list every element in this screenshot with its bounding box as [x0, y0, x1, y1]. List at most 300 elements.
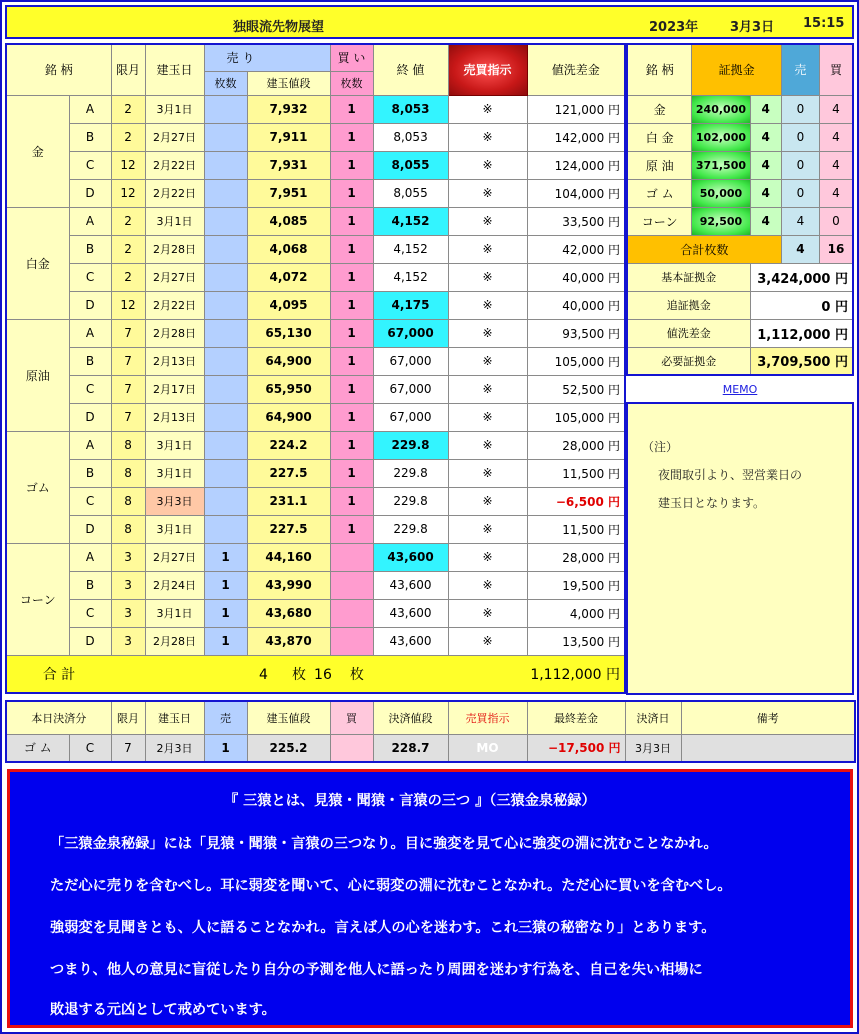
row-diff: 33,500 円 [527, 207, 625, 235]
row-sub: C [69, 375, 111, 403]
row-buy-qty: 1 [330, 123, 373, 151]
position-row [6, 543, 625, 571]
summary-label: 追証拠金 [627, 291, 750, 319]
row-date: 2月13日 [145, 347, 204, 375]
summary-label: 値洗差金 [627, 319, 750, 347]
row-date: 2月28日 [145, 235, 204, 263]
margin-count: 4 [750, 95, 781, 123]
margin-buy: 0 [819, 207, 853, 235]
position-row [6, 179, 625, 207]
row-diff: 28,000 円 [527, 543, 625, 571]
row-diff: 52,500 円 [527, 375, 625, 403]
group-name: コーン [6, 543, 69, 655]
row-mark: ※ [448, 263, 527, 291]
settle-note [681, 734, 855, 762]
quote-line-5: 敗退する元凶として戒めています。 [50, 1002, 276, 1018]
row-month: 7 [111, 375, 145, 403]
row-month: 7 [111, 347, 145, 375]
margin-amount: 50,000 [692, 179, 750, 207]
row-price: 227.5 [247, 515, 330, 543]
row-month: 12 [111, 151, 145, 179]
row-sell-qty: 1 [204, 627, 247, 655]
position-row [6, 123, 625, 151]
row-date: 3月1日 [145, 515, 204, 543]
row-diff: 28,000 円 [527, 431, 625, 459]
group-name: ゴム [6, 431, 69, 543]
margin-col-brand: 銘 柄 [627, 44, 692, 95]
row-month: 2 [111, 123, 145, 151]
row-close: 67,000 [373, 375, 448, 403]
row-month: 3 [111, 599, 145, 627]
row-buy-qty: 1 [330, 95, 373, 123]
row-date: 3月1日 [145, 207, 204, 235]
row-diff: 40,000 円 [527, 291, 625, 319]
row-buy-qty: 1 [330, 375, 373, 403]
row-month: 2 [111, 207, 145, 235]
row-price: 7,932 [247, 95, 330, 123]
row-diff: 121,000 円 [527, 95, 625, 123]
total-label: 合 計 [6, 655, 111, 693]
row-close: 229.8 [373, 459, 448, 487]
col-date: 建玉日 [145, 44, 204, 95]
row-close: 43,600 [373, 571, 448, 599]
row-sell-qty [204, 95, 247, 123]
settle-date2: 3月3日 [625, 734, 681, 762]
row-diff: 105,000 円 [527, 403, 625, 431]
row-mark: ※ [448, 627, 527, 655]
row-mark: ※ [448, 599, 527, 627]
row-close: 67,000 [373, 347, 448, 375]
settle-price: 225.2 [247, 734, 330, 762]
settle-col-note: 備考 [681, 701, 855, 734]
row-diff: 124,000 円 [527, 151, 625, 179]
margin-row [627, 207, 853, 235]
row-price: 7,911 [247, 123, 330, 151]
row-mark: ※ [448, 431, 527, 459]
total-sell-count: 4 枚 [247, 655, 330, 693]
row-price: 4,068 [247, 235, 330, 263]
row-price: 65,950 [247, 375, 330, 403]
row-sell-qty [204, 459, 247, 487]
row-buy-qty: 1 [330, 403, 373, 431]
margin-col-margin: 証拠金 [692, 44, 782, 95]
row-close: 4,175 [373, 291, 448, 319]
row-month: 8 [111, 431, 145, 459]
quote-line-2: ただ心に売りを含むべし。耳に弱変を聞いて、心に弱変の淵に沈むことなかれ。ただ心に買いを含むべし。 [50, 878, 732, 894]
row-date: 3月3日 [145, 487, 204, 515]
settle-col-sell: 売 [204, 701, 247, 734]
position-row [6, 459, 625, 487]
row-buy-qty: 1 [330, 431, 373, 459]
row-month: 3 [111, 543, 145, 571]
memo-link[interactable]: MEMO [722, 383, 758, 396]
total-amount: 1,112,000 円 [527, 655, 625, 693]
position-row [6, 403, 625, 431]
row-sub: A [69, 543, 111, 571]
margin-summary-row [627, 347, 853, 375]
col-close: 終 値 [373, 44, 448, 95]
margin-sell: 0 [781, 179, 819, 207]
total-buy-count: 16 枚 [330, 655, 448, 693]
margin-total-sell: 4 [781, 235, 819, 263]
row-buy-qty: 1 [330, 459, 373, 487]
row-sub: B [69, 571, 111, 599]
margin-amount: 92,500 [692, 207, 750, 235]
row-close: 229.8 [373, 431, 448, 459]
row-date: 2月13日 [145, 403, 204, 431]
summary-label: 必要証拠金 [627, 347, 750, 375]
row-mark: ※ [448, 571, 527, 599]
settle-final: −17,500 円 [527, 734, 625, 762]
settle-instruction: MO [448, 734, 527, 762]
margin-amount: 102,000 [692, 123, 750, 151]
row-date: 2月24日 [145, 571, 204, 599]
row-diff: 19,500 円 [527, 571, 625, 599]
row-close: 4,152 [373, 263, 448, 291]
row-sub: C [69, 151, 111, 179]
settle-col-date2: 決済日 [625, 701, 681, 734]
summary-value: 1,112,000 円 [750, 319, 853, 347]
row-price: 7,931 [247, 151, 330, 179]
position-row [6, 431, 625, 459]
row-sub: B [69, 235, 111, 263]
col-instruction[interactable]: 売買指示 [448, 44, 527, 95]
row-month: 2 [111, 263, 145, 291]
header-time: 15:15 [803, 16, 845, 31]
summary-value: 0 円 [750, 291, 853, 319]
row-buy-qty: 1 [330, 487, 373, 515]
position-row [6, 263, 625, 291]
margin-row [627, 179, 853, 207]
row-price: 4,072 [247, 263, 330, 291]
position-row [6, 235, 625, 263]
settle-brand: ゴ ム [6, 734, 69, 762]
margin-count: 4 [750, 151, 781, 179]
summary-value: 3,709,500 円 [750, 347, 853, 375]
row-diff: −6,500 円 [527, 487, 625, 515]
row-sell-qty [204, 375, 247, 403]
page-title: 独眼流先物展望 [233, 20, 325, 35]
position-row [6, 291, 625, 319]
settle-col-label: 本日決済分 [6, 701, 111, 734]
row-mark: ※ [448, 319, 527, 347]
settle-settle-price: 228.7 [373, 734, 448, 762]
row-date: 2月22日 [145, 151, 204, 179]
margin-brand: 金 [627, 95, 692, 123]
row-sub: D [69, 515, 111, 543]
margin-table [626, 43, 854, 376]
row-date: 3月1日 [145, 431, 204, 459]
margin-amount: 371,500 [692, 151, 750, 179]
row-sub: D [69, 179, 111, 207]
margin-count: 4 [750, 123, 781, 151]
row-price: 7,951 [247, 179, 330, 207]
row-diff: 105,000 円 [527, 347, 625, 375]
row-sub: D [69, 403, 111, 431]
row-sub: A [69, 319, 111, 347]
row-month: 7 [111, 403, 145, 431]
row-close: 8,055 [373, 151, 448, 179]
margin-count: 4 [750, 179, 781, 207]
row-price: 43,990 [247, 571, 330, 599]
row-sell-qty [204, 515, 247, 543]
row-month: 12 [111, 291, 145, 319]
position-row [6, 207, 625, 235]
row-mark: ※ [448, 95, 527, 123]
row-date: 3月1日 [145, 459, 204, 487]
margin-row [627, 151, 853, 179]
row-price: 43,680 [247, 599, 330, 627]
row-sell-qty [204, 151, 247, 179]
margin-buy: 4 [819, 151, 853, 179]
row-diff: 13,500 円 [527, 627, 625, 655]
row-diff: 11,500 円 [527, 459, 625, 487]
title-bar [5, 5, 854, 39]
row-sell-qty: 1 [204, 571, 247, 599]
row-sell-qty [204, 347, 247, 375]
margin-total-buy: 16 [819, 235, 853, 263]
row-date: 2月17日 [145, 375, 204, 403]
row-sub: C [69, 263, 111, 291]
row-close: 43,600 [373, 627, 448, 655]
margin-buy: 4 [819, 123, 853, 151]
col-month: 限月 [111, 44, 145, 95]
settle-col-settle-price: 決済値段 [373, 701, 448, 734]
row-sell-qty [204, 291, 247, 319]
row-price: 64,900 [247, 403, 330, 431]
row-buy-qty: 1 [330, 347, 373, 375]
row-diff: 142,000 円 [527, 123, 625, 151]
row-month: 7 [111, 319, 145, 347]
row-date: 2月27日 [145, 263, 204, 291]
row-sub: B [69, 123, 111, 151]
row-mark: ※ [448, 291, 527, 319]
row-price: 65,130 [247, 319, 330, 347]
margin-col-buy: 買 [819, 44, 853, 95]
row-sell-qty [204, 207, 247, 235]
row-buy-qty: 1 [330, 263, 373, 291]
row-sell-qty [204, 403, 247, 431]
position-row [6, 95, 625, 123]
row-buy-qty [330, 599, 373, 627]
quote-box [7, 769, 853, 1028]
margin-summary-row [627, 319, 853, 347]
row-month: 12 [111, 179, 145, 207]
memo-panel [626, 402, 854, 695]
settle-month: 7 [111, 734, 145, 762]
settlement-table [5, 700, 856, 763]
margin-count: 4 [750, 207, 781, 235]
row-diff: 104,000 円 [527, 179, 625, 207]
row-date: 3月1日 [145, 599, 204, 627]
summary-value: 3,424,000 円 [750, 263, 853, 291]
row-diff: 93,500 円 [527, 319, 625, 347]
position-row [6, 151, 625, 179]
row-sub: B [69, 347, 111, 375]
row-close: 4,152 [373, 235, 448, 263]
margin-brand: コーン [627, 207, 692, 235]
margin-brand: ゴ ム [627, 179, 692, 207]
settle-col-final: 最終差金 [527, 701, 625, 734]
row-buy-qty: 1 [330, 515, 373, 543]
margin-total-label: 合計枚数 [627, 235, 781, 263]
position-row [6, 319, 625, 347]
row-sub: A [69, 95, 111, 123]
summary-label: 基本証拠金 [627, 263, 750, 291]
row-mark: ※ [448, 487, 527, 515]
row-month: 8 [111, 515, 145, 543]
settle-col-instruction: 売買指示 [448, 701, 527, 734]
row-diff: 4,000 円 [527, 599, 625, 627]
margin-row [627, 95, 853, 123]
col-price: 建玉値段 [247, 71, 330, 95]
row-buy-qty: 1 [330, 207, 373, 235]
row-close: 8,053 [373, 95, 448, 123]
row-sell-qty: 1 [204, 599, 247, 627]
row-buy-qty [330, 543, 373, 571]
row-sell-qty [204, 487, 247, 515]
group-name: 原油 [6, 319, 69, 431]
margin-amount: 240,000 [692, 95, 750, 123]
row-buy-qty [330, 571, 373, 599]
group-name: 白金 [6, 207, 69, 319]
row-diff: 40,000 円 [527, 263, 625, 291]
row-close: 43,600 [373, 599, 448, 627]
row-buy-qty: 1 [330, 291, 373, 319]
position-row [6, 347, 625, 375]
positions-table [5, 43, 626, 694]
row-mark: ※ [448, 543, 527, 571]
margin-col-sell: 売 [781, 44, 819, 95]
position-row [6, 487, 625, 515]
row-date: 2月22日 [145, 179, 204, 207]
row-month: 8 [111, 487, 145, 515]
row-mark: ※ [448, 179, 527, 207]
group-name: 金 [6, 95, 69, 207]
margin-sell: 0 [781, 123, 819, 151]
row-close: 8,053 [373, 123, 448, 151]
row-close: 8,055 [373, 179, 448, 207]
row-price: 43,870 [247, 627, 330, 655]
settle-sell: 1 [204, 734, 247, 762]
row-price: 227.5 [247, 459, 330, 487]
row-mark: ※ [448, 375, 527, 403]
margin-buy: 4 [819, 179, 853, 207]
row-month: 2 [111, 235, 145, 263]
row-date: 2月22日 [145, 291, 204, 319]
row-date: 2月28日 [145, 319, 204, 347]
margin-row [627, 123, 853, 151]
col-buy-qty: 枚数 [330, 71, 373, 95]
row-close: 43,600 [373, 543, 448, 571]
memo-line-1: （注） [642, 440, 679, 454]
row-sub: B [69, 459, 111, 487]
row-buy-qty: 1 [330, 319, 373, 347]
header-year: 2023年 [649, 20, 699, 35]
row-diff: 11,500 円 [527, 515, 625, 543]
row-price: 231.1 [247, 487, 330, 515]
row-price: 4,095 [247, 291, 330, 319]
row-close: 229.8 [373, 515, 448, 543]
row-sell-qty [204, 319, 247, 347]
row-diff: 42,000 円 [527, 235, 625, 263]
row-close: 67,000 [373, 319, 448, 347]
row-sell-qty [204, 263, 247, 291]
row-sub: A [69, 207, 111, 235]
margin-buy: 4 [819, 95, 853, 123]
settle-col-price: 建玉値段 [247, 701, 330, 734]
row-price: 64,900 [247, 347, 330, 375]
row-close: 229.8 [373, 487, 448, 515]
header-date: 3月3日 [730, 20, 775, 35]
position-row [6, 571, 625, 599]
row-mark: ※ [448, 347, 527, 375]
row-date: 3月1日 [145, 95, 204, 123]
row-month: 3 [111, 571, 145, 599]
quote-line-3: 強弱変を見聞きとも、人に語ることなかれ。言えば人の心を迷わす。これ三猿の秘密なり」とあります。 [50, 920, 716, 936]
row-close: 67,000 [373, 403, 448, 431]
position-row [6, 627, 625, 655]
memo-line-3: 建玉日となります。 [658, 496, 766, 510]
margin-summary-row [627, 291, 853, 319]
row-month: 3 [111, 627, 145, 655]
margin-sell: 4 [781, 207, 819, 235]
col-brand: 銘 柄 [6, 44, 111, 95]
quote-line-1: 「三猿金泉秘録」には「見猿・聞猿・言猿の三つなり。目に強変を見て心に強変の淵に沈むことなかれ。 [50, 836, 718, 852]
row-date: 2月28日 [145, 627, 204, 655]
col-diff: 値洗差金 [527, 44, 625, 95]
col-buy: 買 い [330, 44, 373, 71]
row-mark: ※ [448, 515, 527, 543]
row-sub: C [69, 599, 111, 627]
row-buy-qty [330, 627, 373, 655]
settle-col-buy: 買 [330, 701, 373, 734]
settle-col-date: 建玉日 [145, 701, 204, 734]
settle-buy [330, 734, 373, 762]
position-row [6, 599, 625, 627]
position-row [6, 375, 625, 403]
margin-sell: 0 [781, 95, 819, 123]
col-sell: 売 り [204, 44, 330, 71]
row-sub: C [69, 487, 111, 515]
row-sub: D [69, 627, 111, 655]
row-mark: ※ [448, 151, 527, 179]
row-sub: D [69, 291, 111, 319]
row-sell-qty [204, 431, 247, 459]
row-sub: A [69, 431, 111, 459]
col-sell-qty: 枚数 [204, 71, 247, 95]
row-date: 2月27日 [145, 123, 204, 151]
row-mark: ※ [448, 459, 527, 487]
row-buy-qty: 1 [330, 179, 373, 207]
margin-brand: 白 金 [627, 123, 692, 151]
row-sell-qty: 1 [204, 543, 247, 571]
row-mark: ※ [448, 403, 527, 431]
row-date: 2月27日 [145, 543, 204, 571]
settle-sub: C [69, 734, 111, 762]
row-month: 8 [111, 459, 145, 487]
quote-title: 『 三猿とは、見猿・聞猿・言猿の三つ 』（三猿金泉秘録） [224, 793, 596, 809]
row-buy-qty: 1 [330, 235, 373, 263]
row-sell-qty [204, 123, 247, 151]
margin-sell: 0 [781, 151, 819, 179]
row-sell-qty [204, 179, 247, 207]
row-month: 2 [111, 95, 145, 123]
row-sell-qty [204, 235, 247, 263]
settle-date: 2月3日 [145, 734, 204, 762]
row-mark: ※ [448, 207, 527, 235]
settle-col-month: 限月 [111, 701, 145, 734]
